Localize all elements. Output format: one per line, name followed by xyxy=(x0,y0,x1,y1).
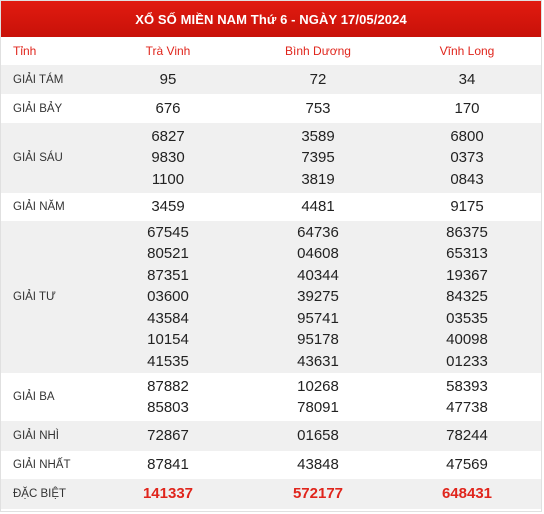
prize-label: GIẢI SÁU xyxy=(1,123,93,193)
result-cell xyxy=(93,221,243,373)
result-number: 141337 xyxy=(142,485,194,503)
result-cell xyxy=(93,94,243,123)
result-number: 6800 xyxy=(450,127,484,145)
result-number: 04608 xyxy=(297,245,339,263)
prize-label: GIẢI BA xyxy=(13,391,55,403)
header-label: Tỉnh xyxy=(13,44,37,58)
result-number: 01658 xyxy=(297,427,339,445)
result-number: 39275 xyxy=(297,288,339,306)
result-number: 47569 xyxy=(446,456,488,474)
result-number: 10154 xyxy=(147,331,189,349)
result-number: 65313 xyxy=(446,245,488,263)
result-cell xyxy=(93,451,243,479)
result-cell xyxy=(93,373,243,421)
result-number: 0373 xyxy=(450,149,484,167)
result-number: 95 xyxy=(159,70,177,88)
result-cell xyxy=(243,421,393,451)
result-number: 572177 xyxy=(292,485,344,503)
result-cell xyxy=(393,221,541,373)
result-number: 43848 xyxy=(297,456,339,474)
result-cell xyxy=(243,65,393,94)
result-cell xyxy=(243,221,393,373)
result-cell xyxy=(93,479,243,509)
result-number: 85803 xyxy=(147,399,189,416)
result-cell xyxy=(393,451,541,479)
result-number: 58393 xyxy=(446,377,488,395)
result-number: 3589 xyxy=(301,127,335,145)
result-number: 84325 xyxy=(446,288,488,306)
result-number: 43631 xyxy=(297,352,339,370)
result-cell xyxy=(243,193,393,221)
result-cell xyxy=(393,65,541,94)
result-number: 648431 xyxy=(441,485,493,503)
result-number: 40344 xyxy=(297,266,339,284)
result-number: 67545 xyxy=(147,223,189,241)
prize-label: GIẢI BẢY xyxy=(13,102,63,115)
result-number: 9175 xyxy=(450,198,484,216)
result-number: 170 xyxy=(454,99,480,117)
result-number: 87841 xyxy=(147,456,189,474)
province-binh-duong[interactable]: Bình Dương xyxy=(285,44,351,58)
result-cell xyxy=(243,123,393,193)
result-number: 9830 xyxy=(151,149,185,167)
province-tra-vinh[interactable]: Trà Vinh xyxy=(145,44,191,58)
prize-2-row xyxy=(1,421,541,451)
result-cell xyxy=(243,373,393,421)
result-number: 3819 xyxy=(301,170,335,188)
prize-label: GIẢI TƯ xyxy=(1,221,93,373)
result-number: 7395 xyxy=(301,149,335,167)
prize-label: ĐẶC BIỆT xyxy=(1,479,93,509)
prize-label: GIẢI NHẤT xyxy=(13,459,71,471)
result-number: 01233 xyxy=(446,352,488,370)
result-number: 80521 xyxy=(147,245,189,263)
result-cell xyxy=(93,65,243,94)
province-vinh-long[interactable]: Vĩnh Long xyxy=(439,44,495,58)
prize-7-row xyxy=(1,94,541,123)
prize-8-row xyxy=(1,65,541,94)
result-number: 40098 xyxy=(446,331,488,349)
result-number: 47738 xyxy=(446,399,488,416)
prize-label: GIẢI TÁM xyxy=(1,65,93,94)
result-cell xyxy=(243,451,393,479)
result-number: 6827 xyxy=(151,127,185,145)
result-number: 78244 xyxy=(446,427,488,445)
result-cell xyxy=(393,193,541,221)
result-number: 64736 xyxy=(297,223,339,241)
result-number: 87882 xyxy=(147,377,189,395)
result-cell xyxy=(93,421,243,451)
result-number: 34 xyxy=(458,70,476,88)
result-number: 03600 xyxy=(147,288,189,306)
prize-4-row xyxy=(1,221,541,373)
result-number: 72867 xyxy=(147,427,189,445)
prize-label: GIẢI NHÌ xyxy=(1,421,93,451)
result-number: 78091 xyxy=(297,399,339,416)
prize-6-row xyxy=(1,123,541,193)
result-number: 03535 xyxy=(446,309,488,327)
prize-special-row xyxy=(1,479,541,509)
result-cell xyxy=(243,479,393,509)
prize-label: GIẢI NĂM xyxy=(13,201,65,213)
header-row xyxy=(1,37,541,65)
result-number: 676 xyxy=(155,99,181,117)
page-title: XỔ SỐ MIỀN NAM Thứ 6 - NGÀY 17/05/2024 xyxy=(1,1,541,37)
prize-5-row xyxy=(1,193,541,221)
result-number: 86375 xyxy=(446,223,488,241)
result-number: 19367 xyxy=(446,266,488,284)
result-number: 753 xyxy=(305,99,331,117)
result-number: 4481 xyxy=(301,198,335,216)
lottery-results-table xyxy=(1,37,541,509)
result-number: 87351 xyxy=(147,266,189,284)
result-cell xyxy=(93,193,243,221)
result-number: 72 xyxy=(309,70,327,88)
prize-1-row xyxy=(1,451,541,479)
result-cell xyxy=(393,421,541,451)
result-number: 0843 xyxy=(450,170,484,188)
result-cell xyxy=(393,373,541,421)
prize-3-row xyxy=(1,373,541,421)
result-number: 3459 xyxy=(151,198,185,216)
result-cell xyxy=(243,94,393,123)
result-number: 41535 xyxy=(147,352,189,370)
result-cell xyxy=(393,123,541,193)
result-number: 10268 xyxy=(297,377,339,395)
result-number: 43584 xyxy=(147,309,189,327)
result-cell xyxy=(393,94,541,123)
result-cell xyxy=(93,123,243,193)
result-number: 1100 xyxy=(151,170,185,188)
result-number: 95741 xyxy=(297,309,339,327)
result-number: 95178 xyxy=(297,331,339,349)
result-cell xyxy=(393,479,541,509)
